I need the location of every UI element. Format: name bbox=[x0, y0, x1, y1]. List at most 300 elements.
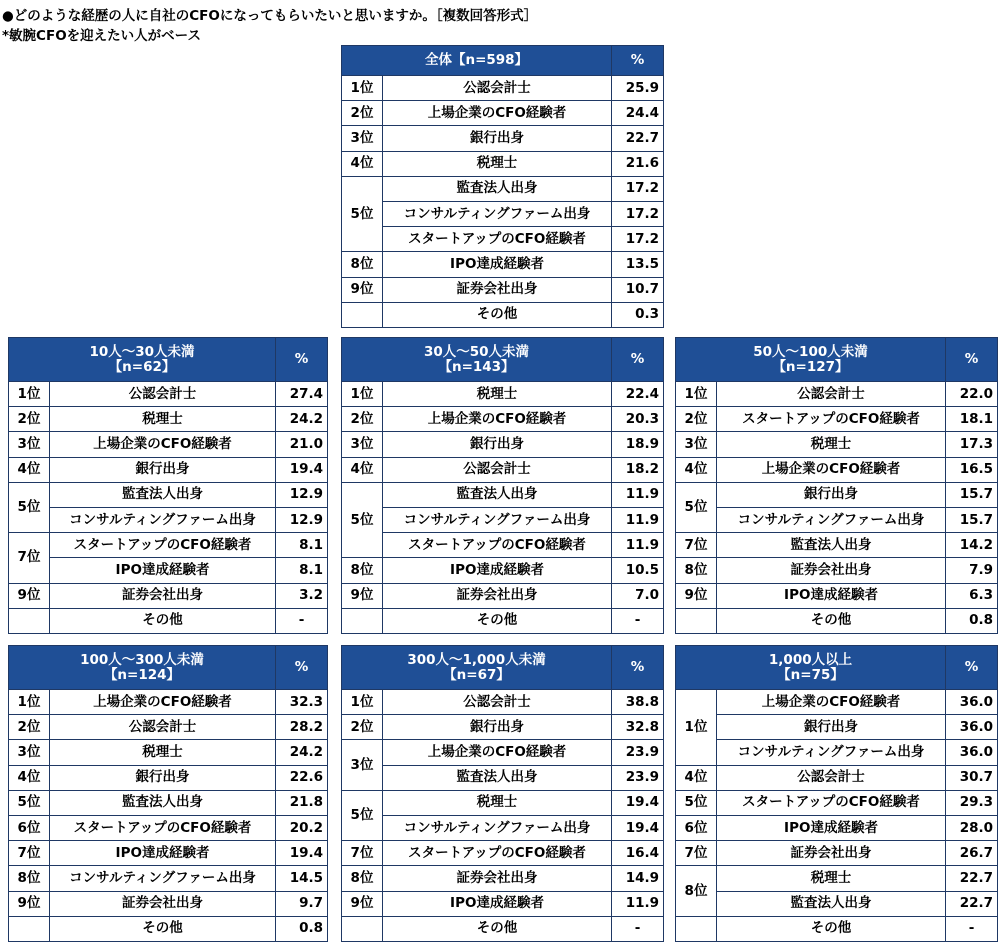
item-cell: 証券会社出身 bbox=[50, 583, 276, 608]
value-cell: 19.4 bbox=[276, 841, 328, 866]
table-row bbox=[9, 690, 328, 715]
value-cell: 36.0 bbox=[946, 715, 998, 740]
rank-cell: 2位 bbox=[342, 715, 383, 740]
item-cell: コンサルティングファーム出身 bbox=[50, 507, 276, 532]
rank-cell: 9位 bbox=[9, 583, 50, 608]
base-note: *敏腕CFOを迎えたい人がベース bbox=[2, 28, 201, 44]
value-cell: 24.2 bbox=[276, 407, 328, 432]
rank-cell: 8位 bbox=[676, 866, 717, 916]
rank-cell: 1位 bbox=[676, 690, 717, 766]
item-cell: 税理士 bbox=[717, 866, 946, 891]
value-cell: 23.9 bbox=[612, 740, 664, 765]
table-row bbox=[9, 457, 328, 482]
rank-cell: 4位 bbox=[676, 457, 717, 482]
rank-cell: 4位 bbox=[342, 457, 383, 482]
table-row bbox=[676, 916, 998, 941]
table-row bbox=[342, 558, 664, 583]
item-cell: 銀行出身 bbox=[717, 482, 946, 507]
table-row bbox=[342, 76, 664, 101]
table-row bbox=[342, 740, 664, 765]
percent-header: % bbox=[612, 646, 664, 690]
rank-cell: 6位 bbox=[9, 815, 50, 840]
percent-header: % bbox=[612, 338, 664, 382]
item-cell: 税理士 bbox=[383, 151, 612, 176]
table-row bbox=[342, 866, 664, 891]
table-row bbox=[676, 382, 998, 407]
rank-cell: 1位 bbox=[9, 690, 50, 715]
table-row bbox=[676, 407, 998, 432]
table-header-line: 1,000人以上 bbox=[768, 651, 853, 668]
rank-cell: 3位 bbox=[9, 432, 50, 457]
table-row bbox=[342, 916, 664, 941]
rank-cell: 7位 bbox=[9, 533, 50, 583]
value-cell: 21.6 bbox=[612, 151, 664, 176]
table-header-line: 【n=127】 bbox=[772, 358, 849, 375]
item-cell: スタートアップのCFO経験者 bbox=[717, 407, 946, 432]
rank-cell: 4位 bbox=[9, 457, 50, 482]
rank-cell: 4位 bbox=[9, 765, 50, 790]
table-header-line: 100人～300人未満 bbox=[80, 651, 204, 668]
item-cell: スタートアップのCFO経験者 bbox=[717, 790, 946, 815]
value-cell: 27.4 bbox=[276, 382, 328, 407]
value-cell: 19.4 bbox=[612, 815, 664, 840]
table-header-title bbox=[342, 338, 612, 382]
item-cell: IPO達成経験者 bbox=[717, 583, 946, 608]
rank-cell: 7位 bbox=[342, 841, 383, 866]
value-cell: 13.5 bbox=[612, 252, 664, 277]
rank-cell: 5位 bbox=[9, 482, 50, 532]
table-row bbox=[342, 382, 664, 407]
rank-cell bbox=[9, 608, 50, 633]
table-row bbox=[342, 690, 664, 715]
value-cell: 22.7 bbox=[946, 866, 998, 891]
table-row bbox=[9, 533, 328, 558]
table-header-title bbox=[9, 646, 276, 690]
rank-cell: 9位 bbox=[342, 583, 383, 608]
item-cell: IPO達成経験者 bbox=[50, 841, 276, 866]
rank-cell: 9位 bbox=[342, 891, 383, 916]
ranking-table-100-300 bbox=[8, 645, 328, 942]
item-cell: コンサルティングファーム出身 bbox=[383, 201, 612, 226]
table-header-line: 【n=143】 bbox=[438, 358, 515, 375]
item-cell: 証券会社出身 bbox=[383, 583, 612, 608]
item-cell: 公認会計士 bbox=[383, 457, 612, 482]
value-cell: 10.5 bbox=[612, 558, 664, 583]
item-cell: 監査法人出身 bbox=[383, 765, 612, 790]
value-cell: 8.1 bbox=[276, 558, 328, 583]
table-row bbox=[342, 507, 664, 532]
item-cell: コンサルティングファーム出身 bbox=[383, 507, 612, 532]
rank-cell: 1位 bbox=[342, 382, 383, 407]
rank-cell: 3位 bbox=[676, 432, 717, 457]
item-cell: 銀行出身 bbox=[717, 715, 946, 740]
table-row bbox=[676, 715, 998, 740]
item-cell: スタートアップのCFO経験者 bbox=[383, 533, 612, 558]
value-cell: - bbox=[946, 916, 998, 941]
item-cell: 監査法人出身 bbox=[383, 176, 612, 201]
value-cell: 17.2 bbox=[612, 201, 664, 226]
table-header-line: 50人～100人未満 bbox=[753, 343, 868, 360]
ranking-table-300-1000 bbox=[341, 645, 664, 942]
table-row bbox=[676, 740, 998, 765]
value-cell: 20.2 bbox=[276, 815, 328, 840]
table-header-title bbox=[9, 338, 276, 382]
item-cell: スタートアップのCFO経験者 bbox=[50, 533, 276, 558]
value-cell: 36.0 bbox=[946, 740, 998, 765]
table-row bbox=[676, 507, 998, 532]
rank-cell: 1位 bbox=[342, 76, 383, 101]
table-row bbox=[342, 227, 664, 252]
rank-cell: 9位 bbox=[342, 277, 383, 302]
rank-cell bbox=[342, 916, 383, 941]
value-cell: - bbox=[276, 608, 328, 633]
rank-cell: 8位 bbox=[342, 558, 383, 583]
table-row bbox=[342, 302, 664, 327]
value-cell: 20.3 bbox=[612, 407, 664, 432]
value-cell: 0.3 bbox=[612, 302, 664, 327]
value-cell: 6.3 bbox=[946, 583, 998, 608]
table-row bbox=[342, 841, 664, 866]
percent-header: % bbox=[946, 338, 998, 382]
table-row bbox=[676, 765, 998, 790]
table-row bbox=[676, 891, 998, 916]
rank-cell: 3位 bbox=[9, 740, 50, 765]
value-cell: 18.9 bbox=[612, 432, 664, 457]
table-row bbox=[676, 558, 998, 583]
table-row bbox=[342, 277, 664, 302]
value-cell: 22.7 bbox=[612, 126, 664, 151]
table-row bbox=[676, 608, 998, 633]
ranking-table-50-100 bbox=[675, 337, 998, 634]
table-row bbox=[9, 382, 328, 407]
table-header-title bbox=[676, 646, 946, 690]
value-cell: 21.8 bbox=[276, 790, 328, 815]
item-cell: コンサルティングファーム出身 bbox=[50, 866, 276, 891]
percent-header: % bbox=[276, 646, 328, 690]
rank-cell: 2位 bbox=[9, 715, 50, 740]
item-cell: 公認会計士 bbox=[717, 382, 946, 407]
table-row bbox=[342, 176, 664, 201]
value-cell: 25.9 bbox=[612, 76, 664, 101]
item-cell: 上場企業のCFO経験者 bbox=[717, 690, 946, 715]
value-cell: 17.3 bbox=[946, 432, 998, 457]
item-cell: コンサルティングファーム出身 bbox=[383, 815, 612, 840]
item-cell: 監査法人出身 bbox=[383, 482, 612, 507]
rank-cell: 8位 bbox=[342, 252, 383, 277]
table-row bbox=[342, 201, 664, 226]
table-row bbox=[9, 891, 328, 916]
table-row bbox=[9, 815, 328, 840]
table-row bbox=[342, 407, 664, 432]
table-row bbox=[9, 715, 328, 740]
item-cell: 公認会計士 bbox=[383, 690, 612, 715]
table-row bbox=[9, 507, 328, 532]
table-row bbox=[676, 432, 998, 457]
value-cell: 7.9 bbox=[946, 558, 998, 583]
rank-cell: 8位 bbox=[342, 866, 383, 891]
rank-cell: 1位 bbox=[9, 382, 50, 407]
item-cell: 公認会計士 bbox=[383, 76, 612, 101]
table-row bbox=[342, 126, 664, 151]
ranking-table-10-30 bbox=[8, 337, 328, 634]
table-row bbox=[9, 916, 328, 941]
table-header-line: 10人～30人未満 bbox=[89, 343, 195, 360]
item-cell: IPO達成経験者 bbox=[717, 815, 946, 840]
value-cell: 24.4 bbox=[612, 101, 664, 126]
table-row bbox=[9, 432, 328, 457]
value-cell: 14.5 bbox=[276, 866, 328, 891]
table-header-title bbox=[676, 338, 946, 382]
value-cell: 36.0 bbox=[946, 690, 998, 715]
item-cell: その他 bbox=[383, 916, 612, 941]
value-cell: 0.8 bbox=[946, 608, 998, 633]
value-cell: 22.4 bbox=[612, 382, 664, 407]
value-cell: 14.9 bbox=[612, 866, 664, 891]
value-cell: 28.0 bbox=[946, 815, 998, 840]
item-cell: 証券会社出身 bbox=[717, 558, 946, 583]
value-cell: 22.7 bbox=[946, 891, 998, 916]
ranking-table-1000-plus bbox=[675, 645, 998, 942]
table-header-line: 【n=67】 bbox=[443, 666, 510, 683]
rank-cell: 4位 bbox=[676, 765, 717, 790]
value-cell: 11.9 bbox=[612, 482, 664, 507]
table-row bbox=[9, 608, 328, 633]
table-row bbox=[342, 457, 664, 482]
table-row bbox=[676, 583, 998, 608]
rank-cell: 2位 bbox=[9, 407, 50, 432]
value-cell: 12.9 bbox=[276, 507, 328, 532]
value-cell: 32.8 bbox=[612, 715, 664, 740]
item-cell: スタートアップのCFO経験者 bbox=[383, 227, 612, 252]
table-row bbox=[9, 482, 328, 507]
percent-header: % bbox=[946, 646, 998, 690]
value-cell: 10.7 bbox=[612, 277, 664, 302]
value-cell: 19.4 bbox=[276, 457, 328, 482]
table-header-line: 【n=124】 bbox=[103, 666, 181, 683]
rank-cell: 7位 bbox=[676, 533, 717, 558]
item-cell: IPO達成経験者 bbox=[383, 558, 612, 583]
table-row bbox=[342, 815, 664, 840]
value-cell: - bbox=[612, 608, 664, 633]
value-cell: 3.2 bbox=[276, 583, 328, 608]
item-cell: 証券会社出身 bbox=[383, 866, 612, 891]
rank-cell: 5位 bbox=[342, 482, 383, 558]
item-cell: 上場企業のCFO経験者 bbox=[50, 432, 276, 457]
table-row bbox=[9, 407, 328, 432]
table-header-line: 30人～50人未満 bbox=[423, 343, 530, 360]
rank-cell bbox=[342, 608, 383, 633]
table-row bbox=[9, 841, 328, 866]
value-cell: 28.2 bbox=[276, 715, 328, 740]
value-cell: 11.9 bbox=[612, 891, 664, 916]
table-header-title bbox=[342, 646, 612, 690]
table-header-line: 300人～1,000人未満 bbox=[407, 651, 546, 668]
item-cell: その他 bbox=[383, 302, 612, 327]
rank-cell: 5位 bbox=[676, 790, 717, 815]
item-cell: その他 bbox=[50, 916, 276, 941]
table-row bbox=[342, 252, 664, 277]
item-cell: IPO達成経験者 bbox=[50, 558, 276, 583]
value-cell: 12.9 bbox=[276, 482, 328, 507]
value-cell: 23.9 bbox=[612, 765, 664, 790]
value-cell: 18.2 bbox=[612, 457, 664, 482]
value-cell: 24.2 bbox=[276, 740, 328, 765]
value-cell: 8.1 bbox=[276, 533, 328, 558]
item-cell: 証券会社出身 bbox=[383, 277, 612, 302]
rank-cell: 8位 bbox=[9, 866, 50, 891]
item-cell: 上場企業のCFO経験者 bbox=[383, 740, 612, 765]
value-cell: 16.5 bbox=[946, 457, 998, 482]
rank-cell: 4位 bbox=[342, 151, 383, 176]
table-row bbox=[342, 765, 664, 790]
rank-cell: 2位 bbox=[676, 407, 717, 432]
value-cell: 30.7 bbox=[946, 765, 998, 790]
table-header-line: 【n=75】 bbox=[777, 666, 844, 683]
item-cell: 監査法人出身 bbox=[717, 533, 946, 558]
rank-cell: 9位 bbox=[9, 891, 50, 916]
rank-cell: 5位 bbox=[9, 790, 50, 815]
item-cell: スタートアップのCFO経験者 bbox=[383, 841, 612, 866]
table-row bbox=[676, 841, 998, 866]
value-cell: 11.9 bbox=[612, 507, 664, 532]
table-row bbox=[342, 715, 664, 740]
rank-cell: 5位 bbox=[342, 790, 383, 840]
table-row bbox=[9, 765, 328, 790]
table-row bbox=[342, 608, 664, 633]
table-row bbox=[342, 533, 664, 558]
ranking-table-overall bbox=[341, 45, 664, 328]
value-cell: 19.4 bbox=[612, 790, 664, 815]
rank-cell bbox=[9, 916, 50, 941]
table-row bbox=[342, 101, 664, 126]
value-cell: 22.0 bbox=[946, 382, 998, 407]
value-cell: 16.4 bbox=[612, 841, 664, 866]
table-row bbox=[342, 891, 664, 916]
rank-cell bbox=[676, 608, 717, 633]
percent-header: % bbox=[612, 46, 664, 76]
value-cell: 0.8 bbox=[276, 916, 328, 941]
rank-cell bbox=[676, 916, 717, 941]
value-cell: 14.2 bbox=[946, 533, 998, 558]
value-cell: 15.7 bbox=[946, 507, 998, 532]
table-header-line: 全体【n=598】 bbox=[424, 52, 529, 69]
item-cell: その他 bbox=[50, 608, 276, 633]
table-row bbox=[9, 740, 328, 765]
value-cell: 17.2 bbox=[612, 227, 664, 252]
item-cell: 証券会社出身 bbox=[50, 891, 276, 916]
rank-cell: 9位 bbox=[676, 583, 717, 608]
value-cell: 17.2 bbox=[612, 176, 664, 201]
item-cell: 公認会計士 bbox=[50, 715, 276, 740]
table-row bbox=[676, 482, 998, 507]
item-cell: 税理士 bbox=[50, 740, 276, 765]
table-row bbox=[676, 790, 998, 815]
item-cell: その他 bbox=[717, 916, 946, 941]
question-title: ●どのような経歴の人に自社のCFOになってもらいたいと思いますか。［複数回答形式］ bbox=[2, 8, 538, 24]
item-cell: 監査法人出身 bbox=[50, 790, 276, 815]
item-cell: 公認会計士 bbox=[717, 765, 946, 790]
table-row bbox=[676, 533, 998, 558]
rank-cell: 7位 bbox=[9, 841, 50, 866]
value-cell: 18.1 bbox=[946, 407, 998, 432]
item-cell: スタートアップのCFO経験者 bbox=[50, 815, 276, 840]
item-cell: 上場企業のCFO経験者 bbox=[383, 407, 612, 432]
table-row bbox=[9, 558, 328, 583]
rank-cell: 5位 bbox=[342, 176, 383, 252]
value-cell: 11.9 bbox=[612, 533, 664, 558]
item-cell: 税理士 bbox=[50, 407, 276, 432]
table-row bbox=[9, 790, 328, 815]
rank-cell: 1位 bbox=[342, 690, 383, 715]
item-cell: 税理士 bbox=[717, 432, 946, 457]
rank-cell: 8位 bbox=[676, 558, 717, 583]
value-cell: 7.0 bbox=[612, 583, 664, 608]
table-header-title bbox=[342, 46, 612, 76]
rank-cell: 3位 bbox=[342, 126, 383, 151]
value-cell: 22.6 bbox=[276, 765, 328, 790]
item-cell: 銀行出身 bbox=[50, 765, 276, 790]
item-cell: 監査法人出身 bbox=[717, 891, 946, 916]
ranking-table-30-50 bbox=[341, 337, 664, 634]
table-row bbox=[9, 583, 328, 608]
rank-cell: 3位 bbox=[342, 740, 383, 790]
item-cell: 銀行出身 bbox=[383, 715, 612, 740]
table-row bbox=[9, 866, 328, 891]
item-cell: 上場企業のCFO経験者 bbox=[50, 690, 276, 715]
table-row bbox=[676, 457, 998, 482]
table-row bbox=[676, 866, 998, 891]
rank-cell: 2位 bbox=[342, 407, 383, 432]
item-cell: 上場企業のCFO経験者 bbox=[717, 457, 946, 482]
item-cell: IPO達成経験者 bbox=[383, 252, 612, 277]
rank-cell: 5位 bbox=[676, 482, 717, 532]
rank-cell: 2位 bbox=[342, 101, 383, 126]
value-cell: - bbox=[612, 916, 664, 941]
value-cell: 15.7 bbox=[946, 482, 998, 507]
table-row bbox=[676, 815, 998, 840]
value-cell: 9.7 bbox=[276, 891, 328, 916]
table-row bbox=[676, 690, 998, 715]
rank-cell: 7位 bbox=[676, 841, 717, 866]
rank-cell bbox=[342, 302, 383, 327]
value-cell: 32.3 bbox=[276, 690, 328, 715]
rank-cell: 6位 bbox=[676, 815, 717, 840]
item-cell: その他 bbox=[717, 608, 946, 633]
value-cell: 26.7 bbox=[946, 841, 998, 866]
table-header-line: 【n=62】 bbox=[108, 358, 176, 375]
rank-cell: 1位 bbox=[676, 382, 717, 407]
table-row bbox=[342, 482, 664, 507]
item-cell: その他 bbox=[383, 608, 612, 633]
item-cell: コンサルティングファーム出身 bbox=[717, 740, 946, 765]
item-cell: 銀行出身 bbox=[383, 126, 612, 151]
percent-header: % bbox=[276, 338, 328, 382]
item-cell: 銀行出身 bbox=[383, 432, 612, 457]
rank-cell: 3位 bbox=[342, 432, 383, 457]
table-row bbox=[342, 790, 664, 815]
item-cell: 上場企業のCFO経験者 bbox=[383, 101, 612, 126]
item-cell: 公認会計士 bbox=[50, 382, 276, 407]
item-cell: 税理士 bbox=[383, 382, 612, 407]
item-cell: 証券会社出身 bbox=[717, 841, 946, 866]
item-cell: コンサルティングファーム出身 bbox=[717, 507, 946, 532]
value-cell: 29.3 bbox=[946, 790, 998, 815]
value-cell: 38.8 bbox=[612, 690, 664, 715]
item-cell: 監査法人出身 bbox=[50, 482, 276, 507]
item-cell: 銀行出身 bbox=[50, 457, 276, 482]
item-cell: 税理士 bbox=[383, 790, 612, 815]
table-row bbox=[342, 151, 664, 176]
